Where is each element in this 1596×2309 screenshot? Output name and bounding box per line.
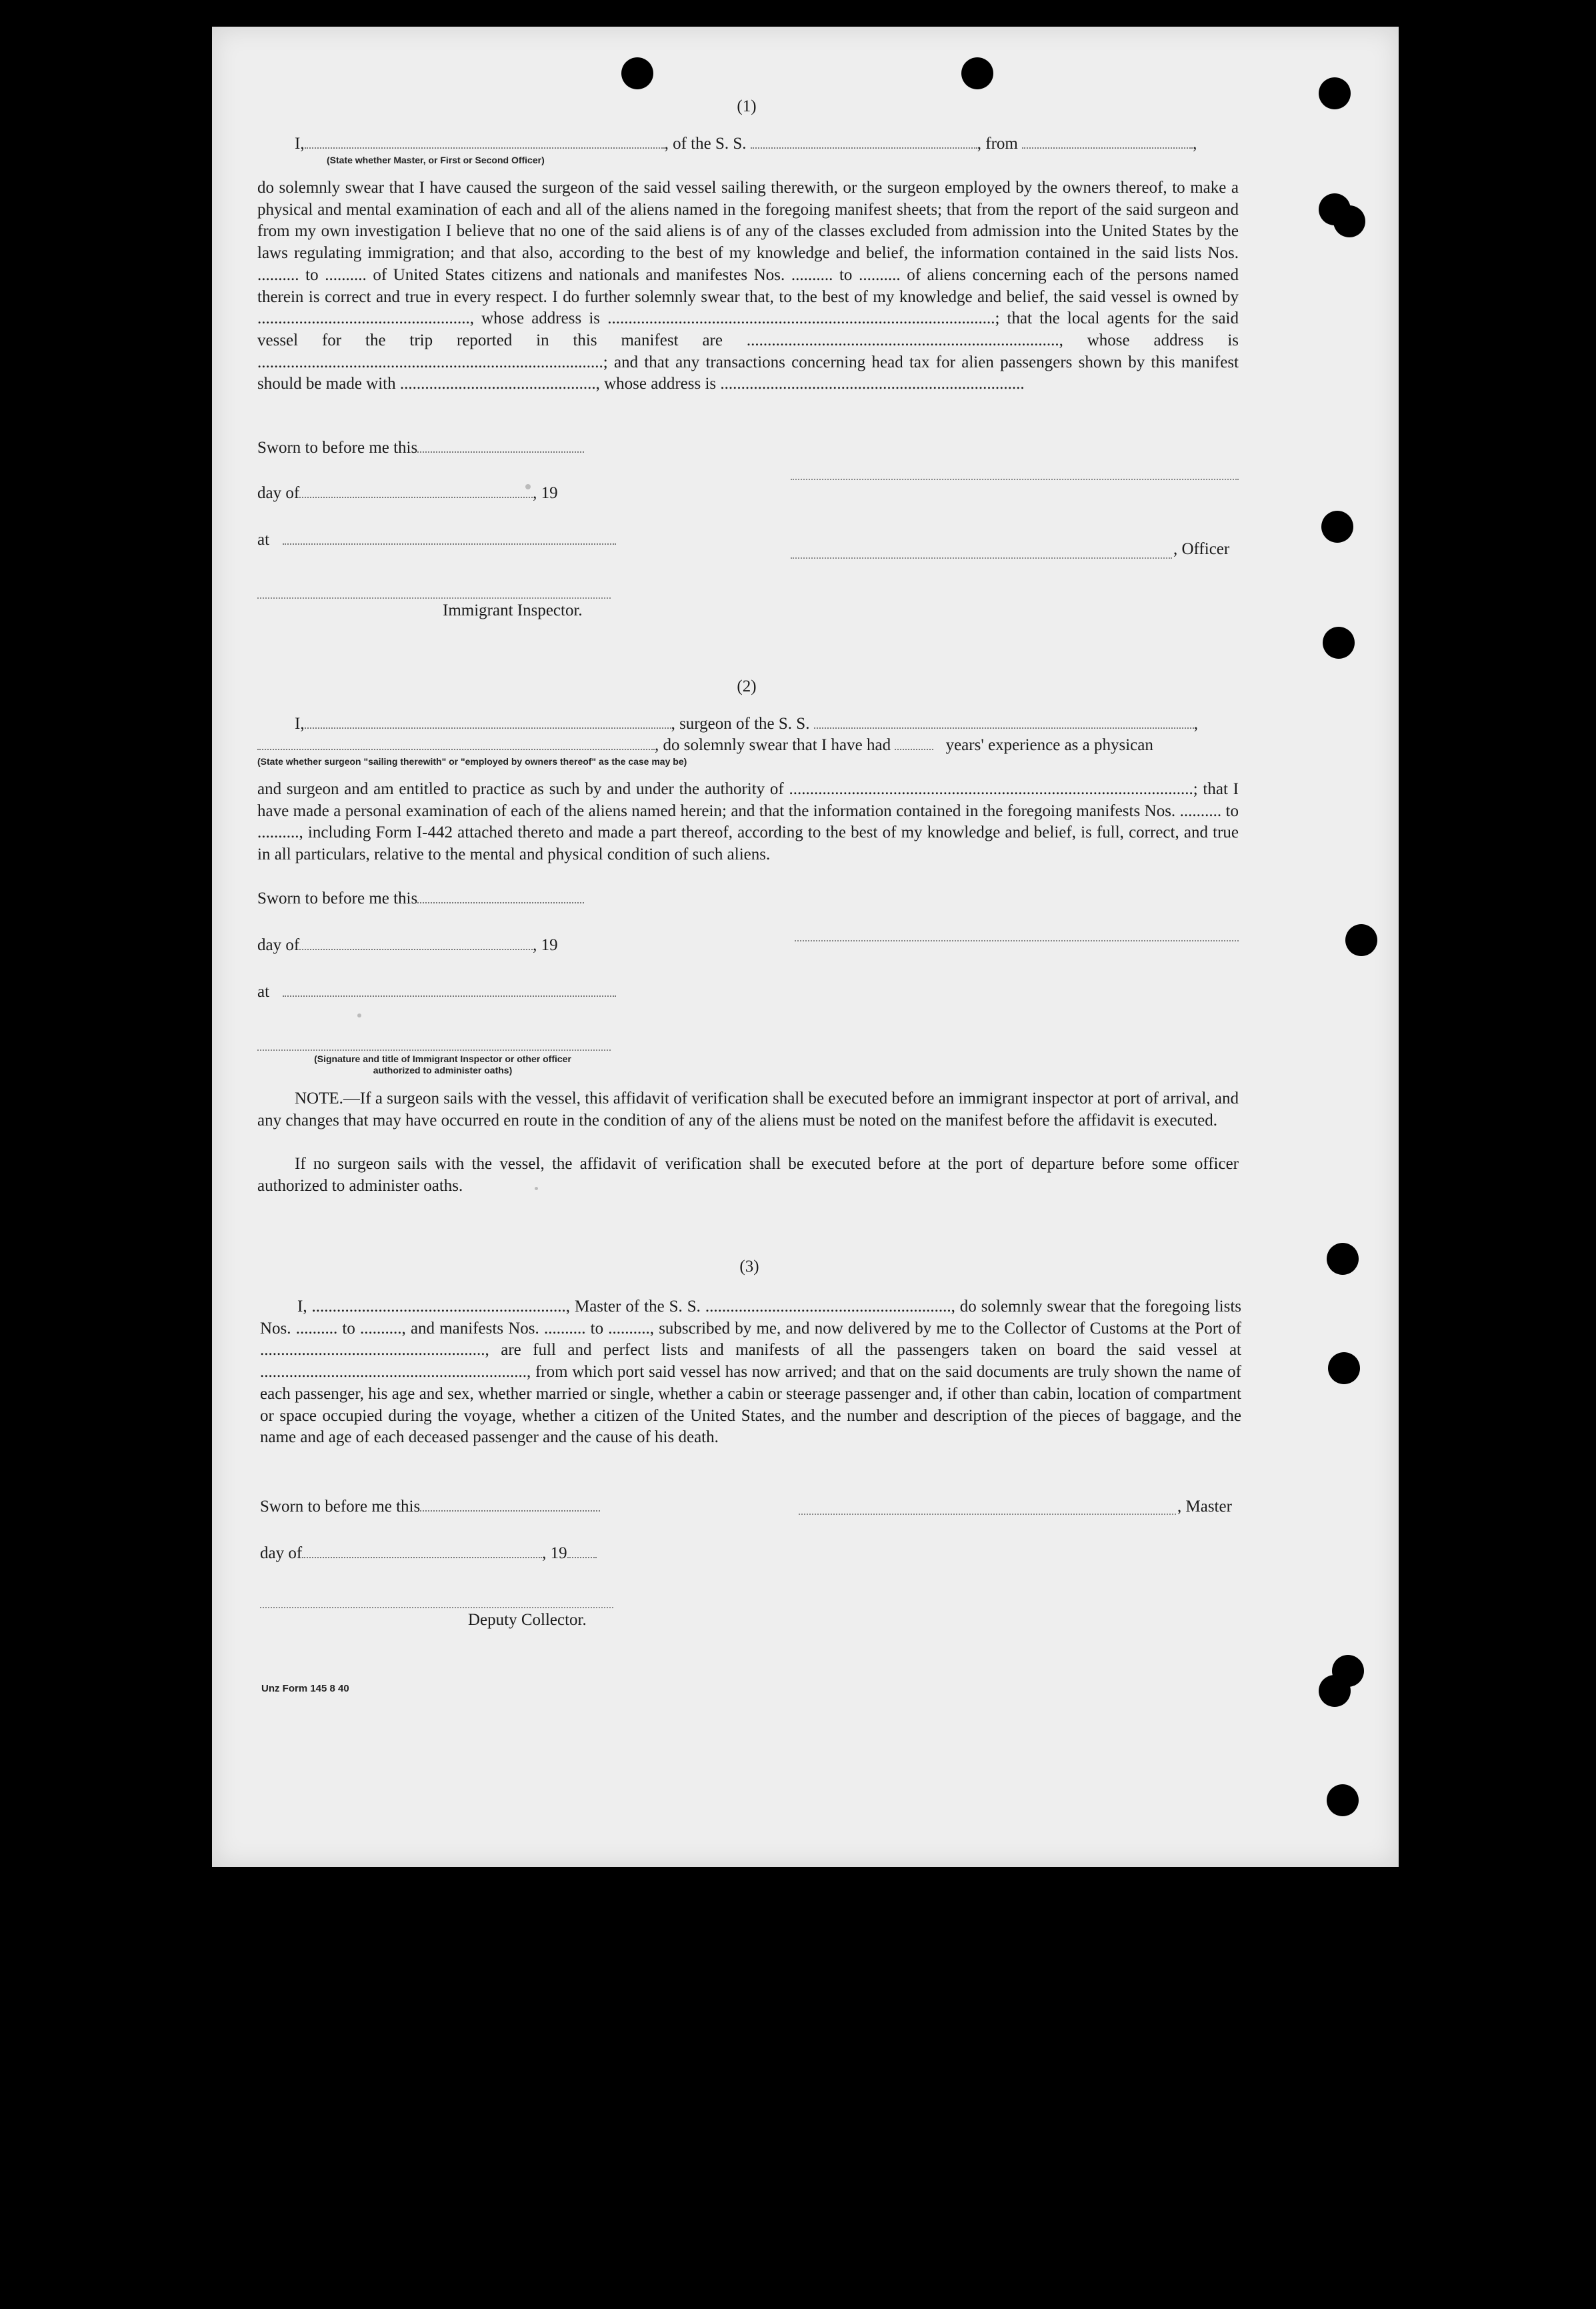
punch-hole xyxy=(1328,1352,1360,1384)
text: Sworn to before me this xyxy=(260,1498,421,1516)
note-paragraph: NOTE.—If a surgeon sails with the vessel, this affidavit of verification shall be executed before an immigrant inspector at port of arrival, and any changes that may have occurred en route in the condition of any of the aliens must be noted on the manifest before the affidavit is executed. xyxy=(257,1089,1239,1129)
text: , surgeon of the S. S. xyxy=(671,715,810,733)
text: , 19 xyxy=(533,936,558,954)
surgeon-name-blank[interactable] xyxy=(305,715,671,729)
at-blank[interactable] xyxy=(283,983,616,997)
punch-hole xyxy=(1327,1784,1359,1816)
officer-note: (State whether Master, or First or Second Officer) xyxy=(327,155,545,165)
signature-note: (Signature and title of Immigrant Inspector or other officer authorized to administer oaths) xyxy=(314,1053,571,1075)
officer-name-blank[interactable] xyxy=(305,135,665,149)
text: at xyxy=(257,531,270,549)
text: , of the S. S. xyxy=(664,135,747,153)
text: , xyxy=(1193,715,1198,733)
port-blank[interactable] xyxy=(1022,135,1193,149)
surgeon-note: (State whether surgeon "sailing therewith" or "employed by owners thereof" as the case may be) xyxy=(257,756,687,767)
text: Sworn to before me this xyxy=(257,439,418,457)
punch-hole xyxy=(621,57,653,89)
years-blank[interactable] xyxy=(895,737,933,750)
note-paragraph: If no surgeon sails with the vessel, the affidavit of verification shall be executed before at the port of departure before some officer authorized to administer oaths. xyxy=(257,1155,1239,1195)
day-blank[interactable] xyxy=(299,937,533,950)
vessel-name-blank[interactable] xyxy=(814,715,1194,729)
surgeon-signature-line[interactable] xyxy=(795,939,1239,941)
text: at xyxy=(257,983,270,1001)
deputy-label: Deputy Collector. xyxy=(468,1611,587,1629)
text: , 19 xyxy=(542,1544,567,1562)
inspector-signature-line[interactable] xyxy=(257,1048,611,1051)
sworn-blank[interactable] xyxy=(417,439,584,453)
punch-hole xyxy=(1323,627,1355,659)
section-number: (1) xyxy=(737,97,757,115)
surgeon-body: and surgeon and am entitled to practice as such by and under the authority of .................................................................................................; that I have made a personal examination of each of the aliens named herein; and that the information contained in the foregoing manifests Nos. .......... to .........., including Form I-442 attached thereto and made a part thereof, according to the best of my knowledge and belief, is full, correct, and true in all particulars, relative to the mental and physical condition of such aliens. xyxy=(257,780,1239,864)
section-number: (2) xyxy=(737,677,757,695)
experience-line xyxy=(257,736,1153,755)
punch-hole xyxy=(1333,205,1365,237)
text: Sworn to before me this xyxy=(257,889,418,907)
day-blank[interactable] xyxy=(299,485,533,498)
officer-signature-line[interactable] xyxy=(791,556,1172,559)
form-sheet xyxy=(212,27,1399,1867)
text: day of xyxy=(260,1544,303,1562)
text: I, xyxy=(295,715,305,733)
text: , 19 xyxy=(533,484,558,502)
master-label: , Master xyxy=(1177,1498,1232,1516)
punch-hole xyxy=(1319,1675,1351,1707)
form-identifier: Unz Form 145 8 40 xyxy=(261,1683,349,1694)
master-signature-line[interactable] xyxy=(799,1512,1176,1515)
master-body: I, ............................................................., Master of the S. S. ..........................................................., do solemnly swear that the foregoing lists Nos. .......... to .........., and manifests Nos. .......... to .........., subscribed by me, and now delivered by me to the Collector of Customs at the Port of ......................................................, are full and perfect lists and manifests of all the passengers taken on board the said vessel at ................................................................, from which port said vessel has now arrived; and that on the said documents are truly shown the name of each passenger, his age and sex, whether married or single, whether a cabin or steerage passenger and, if other than cabin, location of compartment or space occupied during the voyage, whether a citizen of the United States, and the number and description of the pieces of baggage, and the name and age of each deceased passenger and the cause of his death. xyxy=(260,1298,1241,1447)
text: , xyxy=(1193,135,1197,153)
sworn-blank[interactable] xyxy=(420,1498,600,1512)
sworn-label xyxy=(257,439,584,457)
text: , do solemnly swear that I have had xyxy=(655,736,891,754)
punch-hole xyxy=(1327,1243,1359,1275)
day-of-label xyxy=(257,484,558,503)
officer-label: , Officer xyxy=(1173,540,1230,558)
text: I, xyxy=(295,135,305,153)
at-label xyxy=(257,983,616,1001)
at-blank[interactable] xyxy=(283,531,616,545)
day-of-label xyxy=(260,1544,597,1563)
punch-hole xyxy=(961,57,993,89)
day-of-label xyxy=(257,936,558,955)
deputy-signature-line[interactable] xyxy=(260,1606,613,1608)
surgeon-line xyxy=(295,715,1198,733)
text: day of xyxy=(257,936,300,954)
punch-hole xyxy=(1321,511,1353,543)
oath-line xyxy=(295,135,1197,153)
sworn-label xyxy=(257,889,584,908)
at-label xyxy=(257,531,616,549)
punch-hole xyxy=(1345,924,1377,956)
sworn-blank[interactable] xyxy=(417,890,584,903)
text: , from xyxy=(977,135,1018,153)
section-number: (3) xyxy=(739,1258,759,1276)
sworn-label xyxy=(260,1498,600,1516)
inspector-signature-line[interactable] xyxy=(257,596,611,599)
inspector-label: Immigrant Inspector. xyxy=(443,601,583,619)
text: day of xyxy=(257,484,300,502)
surgeon-type-blank[interactable] xyxy=(257,737,655,750)
day-blank[interactable] xyxy=(302,1545,542,1558)
punch-hole xyxy=(1319,77,1351,109)
year-blank[interactable] xyxy=(567,1545,597,1558)
vessel-name-blank[interactable] xyxy=(751,135,977,149)
signature-line[interactable] xyxy=(791,477,1239,480)
text: years' experience as a physican xyxy=(945,736,1153,754)
oath-body: do solemnly swear that I have caused the surgeon of the said vessel sailing therewith, or the surgeon employed by the owners thereof, to make a physical and mental examination of each and all of the aliens named in the foregoing manifest sheets; that from the report of the said surgeon and from my own investigation I believe that no one of the said aliens is of any of the classes excluded from admission into the United States by the laws regulating immigration; and that also, according to the best of my knowledge and belief, the information contained in the said lists Nos. .......... to .......... of United States citizens and nationals and manifestes Nos. .......... to .......... of aliens concerning each of the persons named therein is correct and true in every respect. I do further solemnly swear that, to the best of my knowledge and belief, the said vessel is owned by ..................................................., whose address is .............................................................................................; that the local agents for the said vessel for the trip reported in this manifest are ..........................................................................., whose address is ...................................................................................; and that any transactions concerning head tax for alien passengers shown by this manifest should be made with ..............................................., whose address is ......................................................................... xyxy=(257,179,1239,393)
